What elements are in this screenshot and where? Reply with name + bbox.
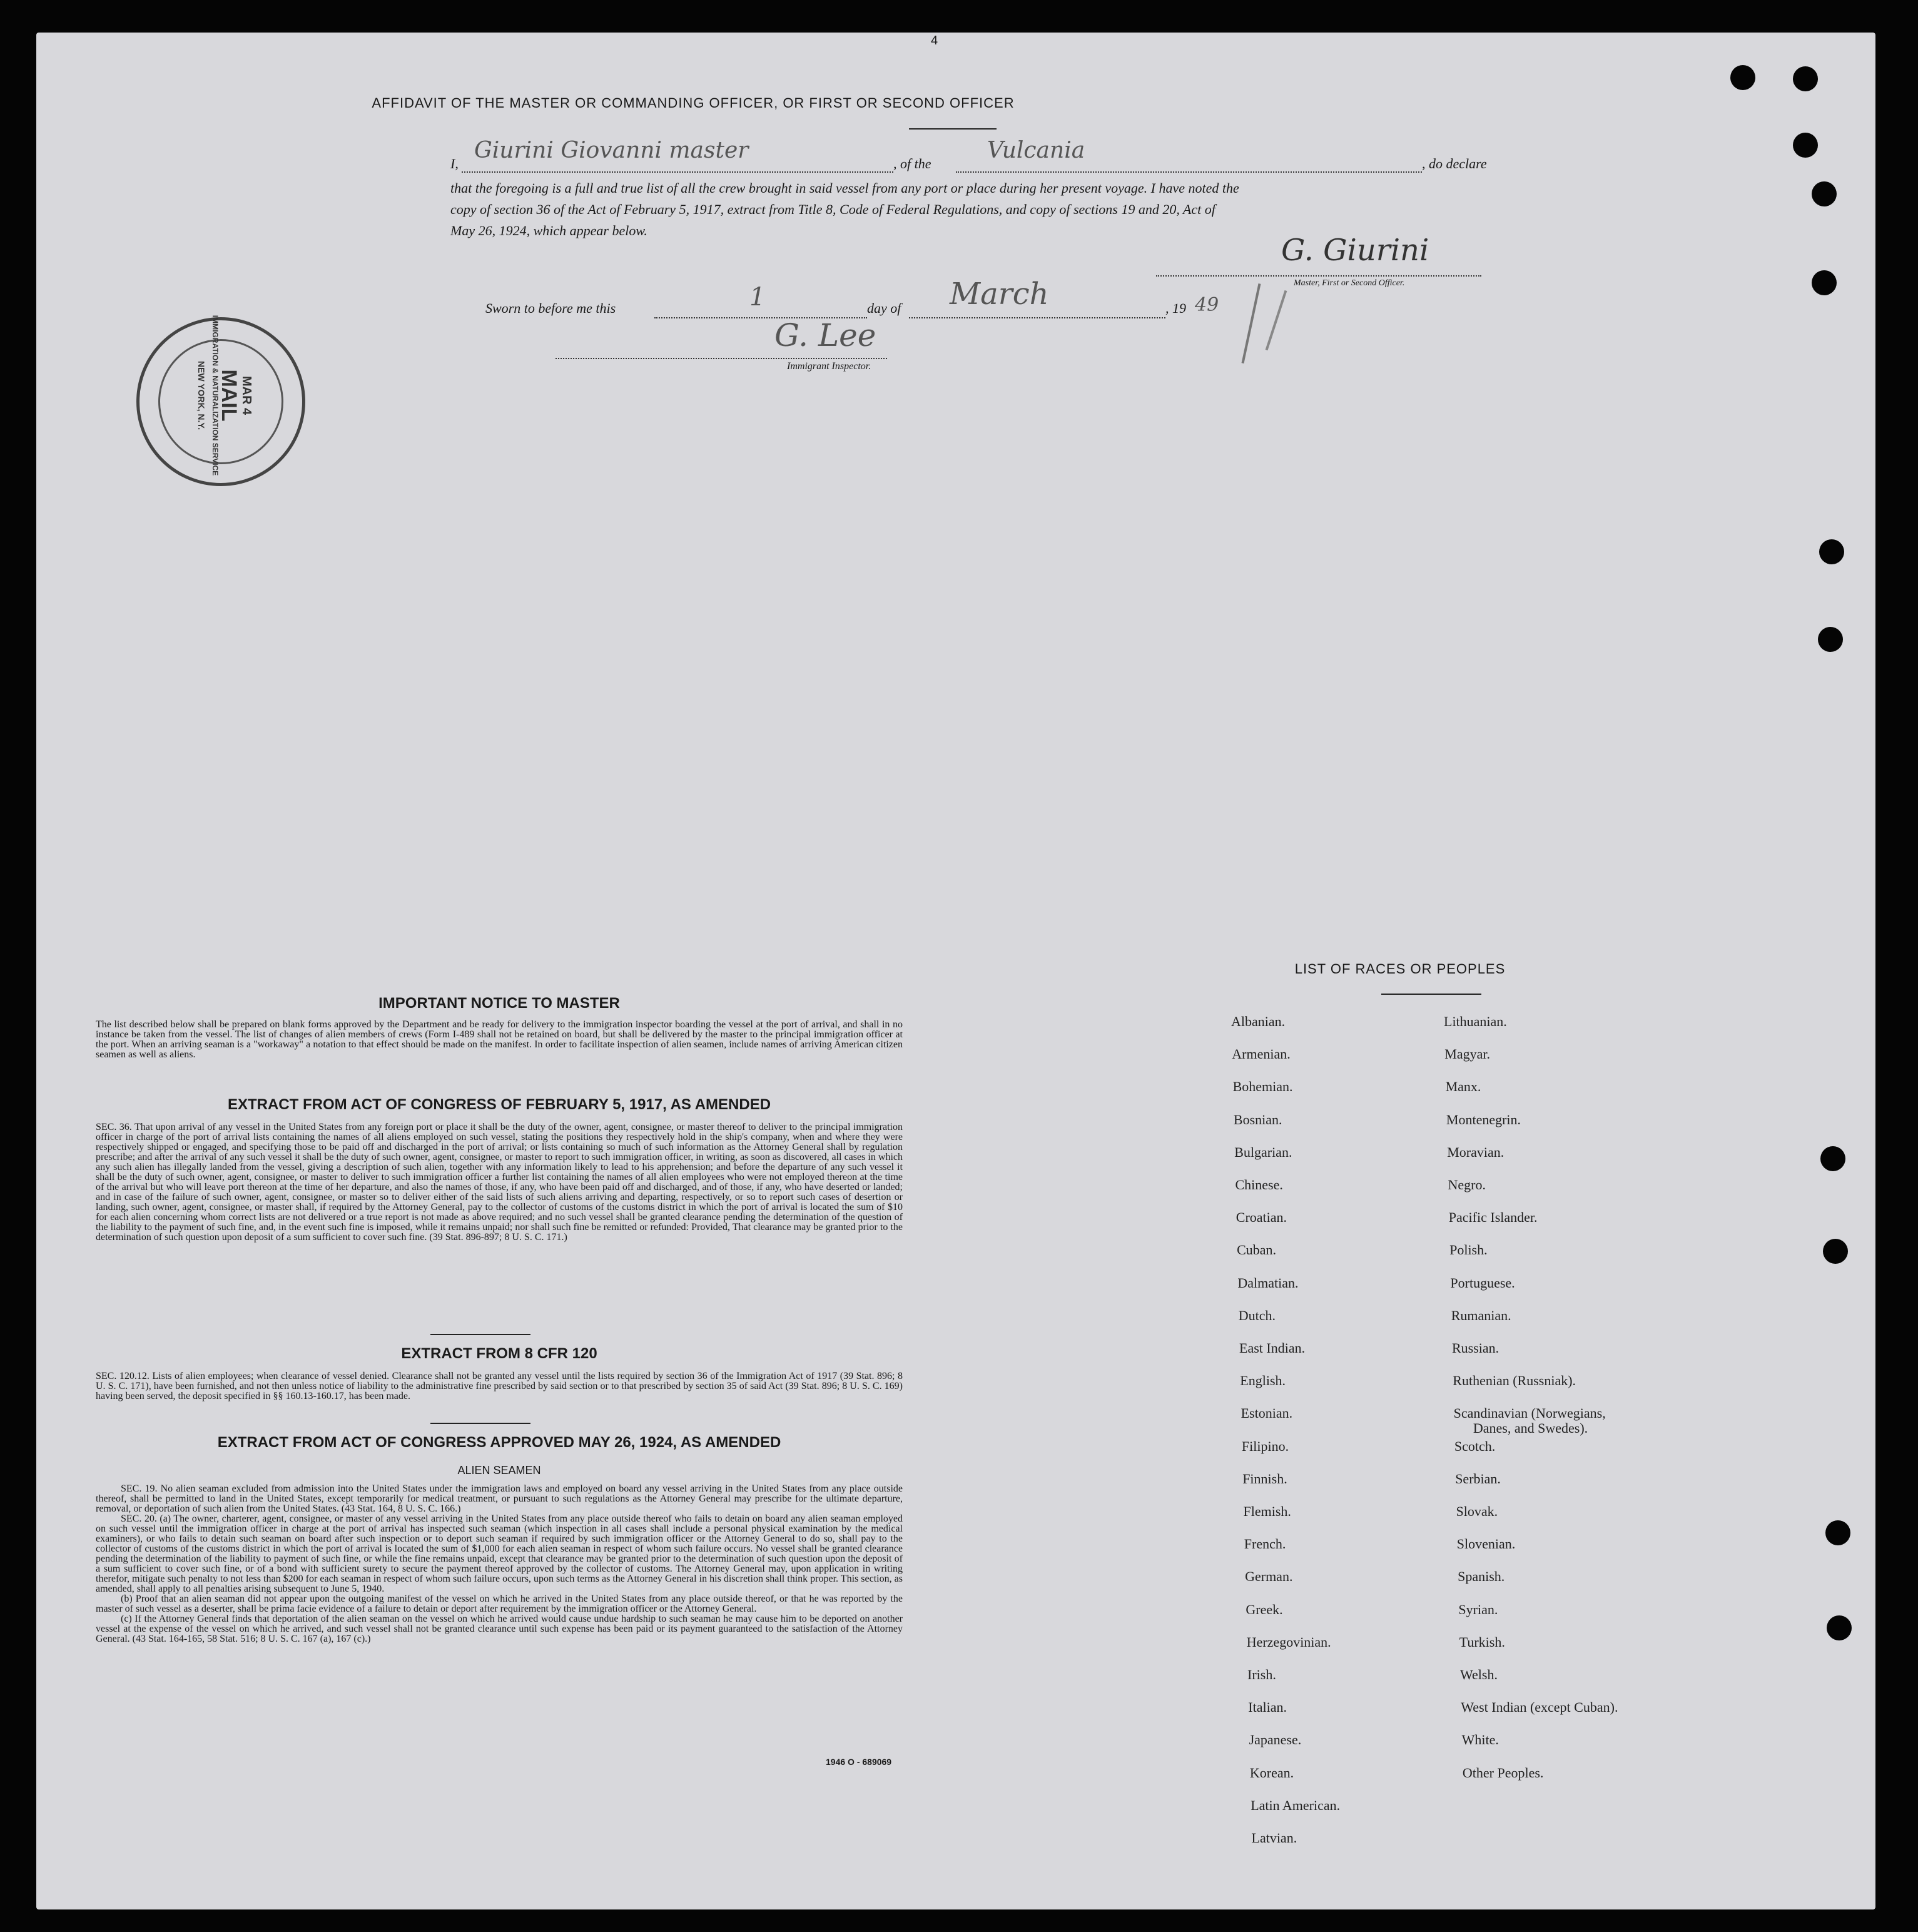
race-item: Latvian. [1251, 1830, 1297, 1846]
races-divider [1381, 994, 1481, 995]
title-divider [909, 128, 997, 130]
race-item: Magyar. [1444, 1046, 1490, 1062]
race-item: Bohemian. [1232, 1079, 1293, 1095]
race-item: Montenegrin. [1446, 1111, 1521, 1127]
pen-stroke [1242, 283, 1261, 364]
race-item: Welsh. [1460, 1667, 1498, 1682]
race-item: Pacific Islander. [1448, 1209, 1538, 1226]
race-item: Dalmatian. [1237, 1274, 1299, 1291]
affidavit-body-line: May 26, 1924, which appear below. [450, 223, 647, 238]
race-item: White. [1461, 1732, 1499, 1748]
punch-hole [1793, 66, 1818, 91]
vessel-line [956, 171, 1422, 173]
inspector-signature: G. Lee [774, 317, 876, 353]
year-prefix: , 19 [1165, 300, 1186, 316]
race-item: German. [1245, 1568, 1293, 1585]
section-19: SEC. 19. No alien seaman excluded from admission into the United States under the immigration laws and employed on board any vessel arriving in the United States from any place outside thereof, shall be permitted to land in the United States, except temporarily for medical treatment, or pursuant to such regulations as the Attorney General may prescribe for the ultimate departure, removal, or deportation of such alien from the United States. (43 Stat. 164, 8 U. S. C. 166.) [96, 1483, 903, 1514]
master-signature-caption: Master, First or Second Officer. [1294, 278, 1405, 288]
race-item: Serbian. [1455, 1470, 1501, 1487]
race-item: Other Peoples. [1462, 1764, 1544, 1781]
race-item: Bosnian. [1233, 1111, 1282, 1127]
race-item: Scandinavian (Norwegians, [1453, 1405, 1606, 1421]
punch-hole [1823, 1239, 1848, 1264]
race-item: Portuguese. [1450, 1274, 1515, 1291]
race-item: Bulgarian. [1234, 1144, 1292, 1160]
stamp-line: NEW YORK, N.Y. [196, 360, 206, 430]
affidavit-title: AFFIDAVIT OF THE MASTER OR COMMANDING OFFICER, OR FIRST OR SECOND OFFICER [372, 95, 1015, 111]
race-item: West Indian (except Cuban). [1461, 1699, 1618, 1716]
declarant-prefix: I, [450, 156, 459, 171]
race-item: Estonian. [1241, 1405, 1293, 1421]
race-item: Flemish. [1243, 1503, 1291, 1519]
vessel-name: Vulcania [987, 138, 1085, 163]
race-item: Manx. [1445, 1079, 1481, 1095]
punch-hole [1818, 627, 1843, 652]
race-item: Greek. [1246, 1601, 1283, 1617]
page-marker: 4 [931, 34, 938, 48]
affidavit-body-line: that the foregoing is a full and true list of all the crew brought in said vessel from any port or place during her present voyage. I have noted the [450, 180, 1239, 196]
section-divider [430, 1423, 530, 1424]
stamp-line: IMMIGRATION & NATURALIZATION SERVICE [211, 315, 220, 476]
race-item: Lithuanian. [1444, 1014, 1507, 1029]
race-item: Latin American. [1251, 1797, 1341, 1813]
race-item: East Indian. [1239, 1340, 1306, 1356]
race-item: Korean. [1249, 1764, 1294, 1781]
race-item: Herzegovinian. [1246, 1634, 1331, 1650]
extract-1924-title: EXTRACT FROM ACT OF CONGRESS APPROVED MAY 26, 1924, AS AMENDED [217, 1434, 781, 1451]
punch-hole [1820, 1146, 1845, 1171]
race-item: Irish. [1247, 1667, 1276, 1682]
pen-stroke [1266, 290, 1287, 350]
sworn-month: March [950, 277, 1049, 312]
stamp-line: MAR 4 [240, 375, 253, 415]
notice-title: IMPORTANT NOTICE TO MASTER [378, 995, 620, 1012]
declarant-line [462, 171, 893, 173]
stamp-line: MAIL [217, 369, 241, 422]
race-item: Italian. [1248, 1699, 1287, 1716]
section-divider [430, 1334, 530, 1335]
punch-hole [1730, 65, 1755, 90]
inspector-caption: Immigrant Inspector. [787, 361, 871, 372]
extract-cfr-title: EXTRACT FROM 8 CFR 120 [401, 1345, 597, 1362]
extract-cfr-body: SEC. 120.12. Lists of alien employees; when clearance of vessel denied. Clearance shall not be granted any vessel until the lists required by section 36 of the Immigration Act of 1917 (39 Stat. 896; 8 U. S. C. 171), have been furnished, and not then unless notice of liability to the administrative fine prescribed by said section or to that prescribed by section 35 of said Act (39 Stat. 896; 8 U. S. C. 169) having been served, the deposit specified in §§ 160.13-160.17, has been made. [96, 1371, 903, 1401]
sworn-day: 1 [749, 283, 766, 312]
races-title: LIST OF RACES OR PEOPLES [1294, 961, 1506, 977]
month-line [909, 317, 1165, 318]
section-20b: (b) Proof that an alien seaman did not appear upon the outgoing manifest of the vessel on which he arrived in the United States from any place outside thereof, or that he was reported by the master of such vessel as a deserter, shall be prima facie evidence of a failure to detain or deport after requirement by the immigration officer or the Attorney General. [96, 1594, 903, 1614]
race-item: French. [1244, 1536, 1286, 1552]
punch-hole [1793, 133, 1818, 158]
race-item: Polish. [1449, 1242, 1488, 1258]
stamp-text [193, 311, 255, 480]
race-item: Ruthenian (Russniak). [1453, 1373, 1576, 1389]
race-item: Croatian. [1236, 1209, 1287, 1226]
race-item: Moravian. [1447, 1144, 1504, 1160]
day-of-label: day of [867, 300, 901, 316]
sworn-label: Sworn to before me this [485, 300, 616, 316]
punch-hole [1812, 181, 1837, 206]
race-item: Cuban. [1237, 1242, 1277, 1258]
year-suffix: 49 [1195, 294, 1219, 316]
race-item: Spanish. [1458, 1568, 1505, 1585]
affidavit-body [450, 178, 1514, 242]
race-item: Filipino. [1241, 1438, 1289, 1454]
inspector-signature-line [556, 358, 887, 359]
race-item: Chinese. [1235, 1177, 1283, 1192]
race-item: Albanian. [1231, 1014, 1286, 1029]
master-signature: G. Giurini [1281, 233, 1429, 268]
race-item: Armenian. [1232, 1046, 1291, 1062]
section-20c: (c) If the Attorney General finds that deportation of the alien seaman on the vessel on which he arrived would cause undue hardship to such seaman he may cause him to be deported on another vessel at the expense of the vessel on which he arrived, and such vessel shall not be granted clearance until such expense has been paid or its payment guaranteed to the satisfaction of the Attorney General. (43 Stat. 164-165, 58 Stat. 516; 8 U. S. C. 167 (a), 167 (c).) [96, 1614, 903, 1644]
punch-hole [1812, 270, 1837, 295]
section-20a: SEC. 20. (a) The owner, charterer, agent, consignee, or master of any vessel arriving in the United States from any place outside thereof who fails to detain on board any alien seaman employed on such vessel until the immigration officer in charge at the port of arrival has inspected such seaman (which inspection in all cases shall include a personal physical examination by the medical examiners), or who fails to detain such seaman on board after such inspection or to deport such seaman if required by such immigration officer or the Attorney General to do so, shall pay to the collector of customs of the customs district in which the port of arrival is located the sum of $1,000 for each alien seaman in respect of whom such failure occurs. No vessel shall be granted clearance pending the determination of the liability to payment of such fine, or while the fine remains unpaid, except that clearance may be granted prior to the determination of such question upon the deposit of a sum sufficient to cover such fine, or of a bond with sufficient surety to secure the payment thereof approved by the collector of customs. The Attorney General may, upon application in writing therefor, mitigate such penalty to not less than $200 for each seaman in respect of whom such failure occurs, upon such terms as the Attorney General in his discretion shall think proper. This section, as amended, shall apply to all penalties arising subsequent to June 5, 1940. [96, 1513, 903, 1594]
punch-hole [1827, 1615, 1852, 1640]
race-item: Russian. [1452, 1340, 1499, 1356]
race-item: Rumanian. [1451, 1307, 1511, 1323]
race-item: Slovak. [1456, 1503, 1498, 1519]
extract-1924-subtitle: ALIEN SEAMEN [457, 1464, 541, 1477]
extract-1917-body: SEC. 36. That upon arrival of any vessel in the United States from any foreign port or place it shall be the duty of the owner, agent, consignee, or master thereof to deliver to the principal immigration officer in charge of the port of arrival lists containing the names of all aliens employed on such vessel, stating the positions they respectively hold in the ship's company, when and where they were respectively shipped or engaged, and specifying those to be paid off and discharged in the port of arrival; or lists containing so much of such information as the Attorney General shall by regulation prescribe; and after the arrival of any such vessel it shall be the duty of such owner, agent, consignee, or master to report to such immigration officer, in writing, as soon as discovered, all cases in which any such alien has illegally landed from the vessel, giving a description of such alien, together with any information likely to lead to his apprehension; and before the departure of any such vessel it shall be the duty of such owner, agent, consignee, or master to deliver to such immigration officer a further list containing the names of all alien employees who were not employed thereon at the time of the arrival but who will leave port thereon at the time of her departure, and also the names of those, if any, who have been paid off and discharged, and of those, if any, who have deserted or landed; and in case of the failure of such owner, agent, consignee, or master so to deliver either of the said lists of such aliens arriving and departing, respectively, or so to report such cases of desertion or landing, such owner, agent, consignee, or master shall, if required by the Attorney General, pay to the collector of customs of the customs district in which the port of arrival is located the sum of $10 for each alien concerning whom correct lists are not delivered or a true report is not made as above required; and no such vessel shall be granted clearance pending the determination of the question of the liability to the payment of such fine, and, in the event such fine is imposed, while it remains unpaid; nor shall such fine be remitted or refunded: Provided, That clearance may be granted prior to the determination of such question upon deposit of a sum sufficient to cover such fine. (39 Stat. 896-897; 8 U. S. C. 171.) [96, 1122, 903, 1243]
extract-1924-body [96, 1484, 903, 1644]
immigration-stamp [136, 317, 305, 486]
punch-hole [1819, 539, 1844, 564]
print-code: 1946 O - 689069 [826, 1757, 892, 1767]
race-item: English. [1240, 1373, 1286, 1389]
race-item: Syrian. [1458, 1601, 1498, 1617]
master-signature-line [1156, 275, 1481, 277]
race-item: Dutch. [1238, 1307, 1276, 1323]
race-item: Scotch. [1454, 1438, 1496, 1454]
race-item: Slovenian. [1456, 1536, 1516, 1552]
race-item: Negro. [1448, 1177, 1486, 1192]
declarant-name: Giurini Giovanni master [474, 138, 749, 163]
do-declare-label: , do declare [1422, 156, 1487, 171]
extract-1917-title: EXTRACT FROM ACT OF CONGRESS OF FEBRUARY 5, 1917, AS AMENDED [227, 1096, 771, 1113]
document-page [36, 33, 1875, 1909]
race-item: Japanese. [1249, 1732, 1302, 1748]
race-item: Finnish. [1242, 1470, 1287, 1487]
punch-hole [1825, 1520, 1850, 1545]
notice-body: The list described below shall be prepared on blank forms approved by the Department and be ready for delivery to the immigration inspector boarding the vessel at the port of arrival, and shall in no instance be taken from the vessel. The list of changes of alien members of crews (Form I-489 shall not be retained on board, but shall be delivered by the master to the principal immigration officer at the port. When an arriving seaman is a "workaway" a notation to that effect should be made on the manifest. In order to facilitate inspection of alien seamen, include names of arriving American citizen seamen as well as aliens. [96, 1019, 903, 1060]
of-the-label: , of the [893, 156, 931, 171]
race-item: Turkish. [1459, 1634, 1505, 1650]
race-item: Danes, and Swedes). [1473, 1420, 1588, 1436]
affidavit-body-line: copy of section 36 of the Act of February 5, 1917, extract from Title 8, Code of Federal Regulations, and copy of sections 19 and 20, Act of [450, 201, 1215, 217]
